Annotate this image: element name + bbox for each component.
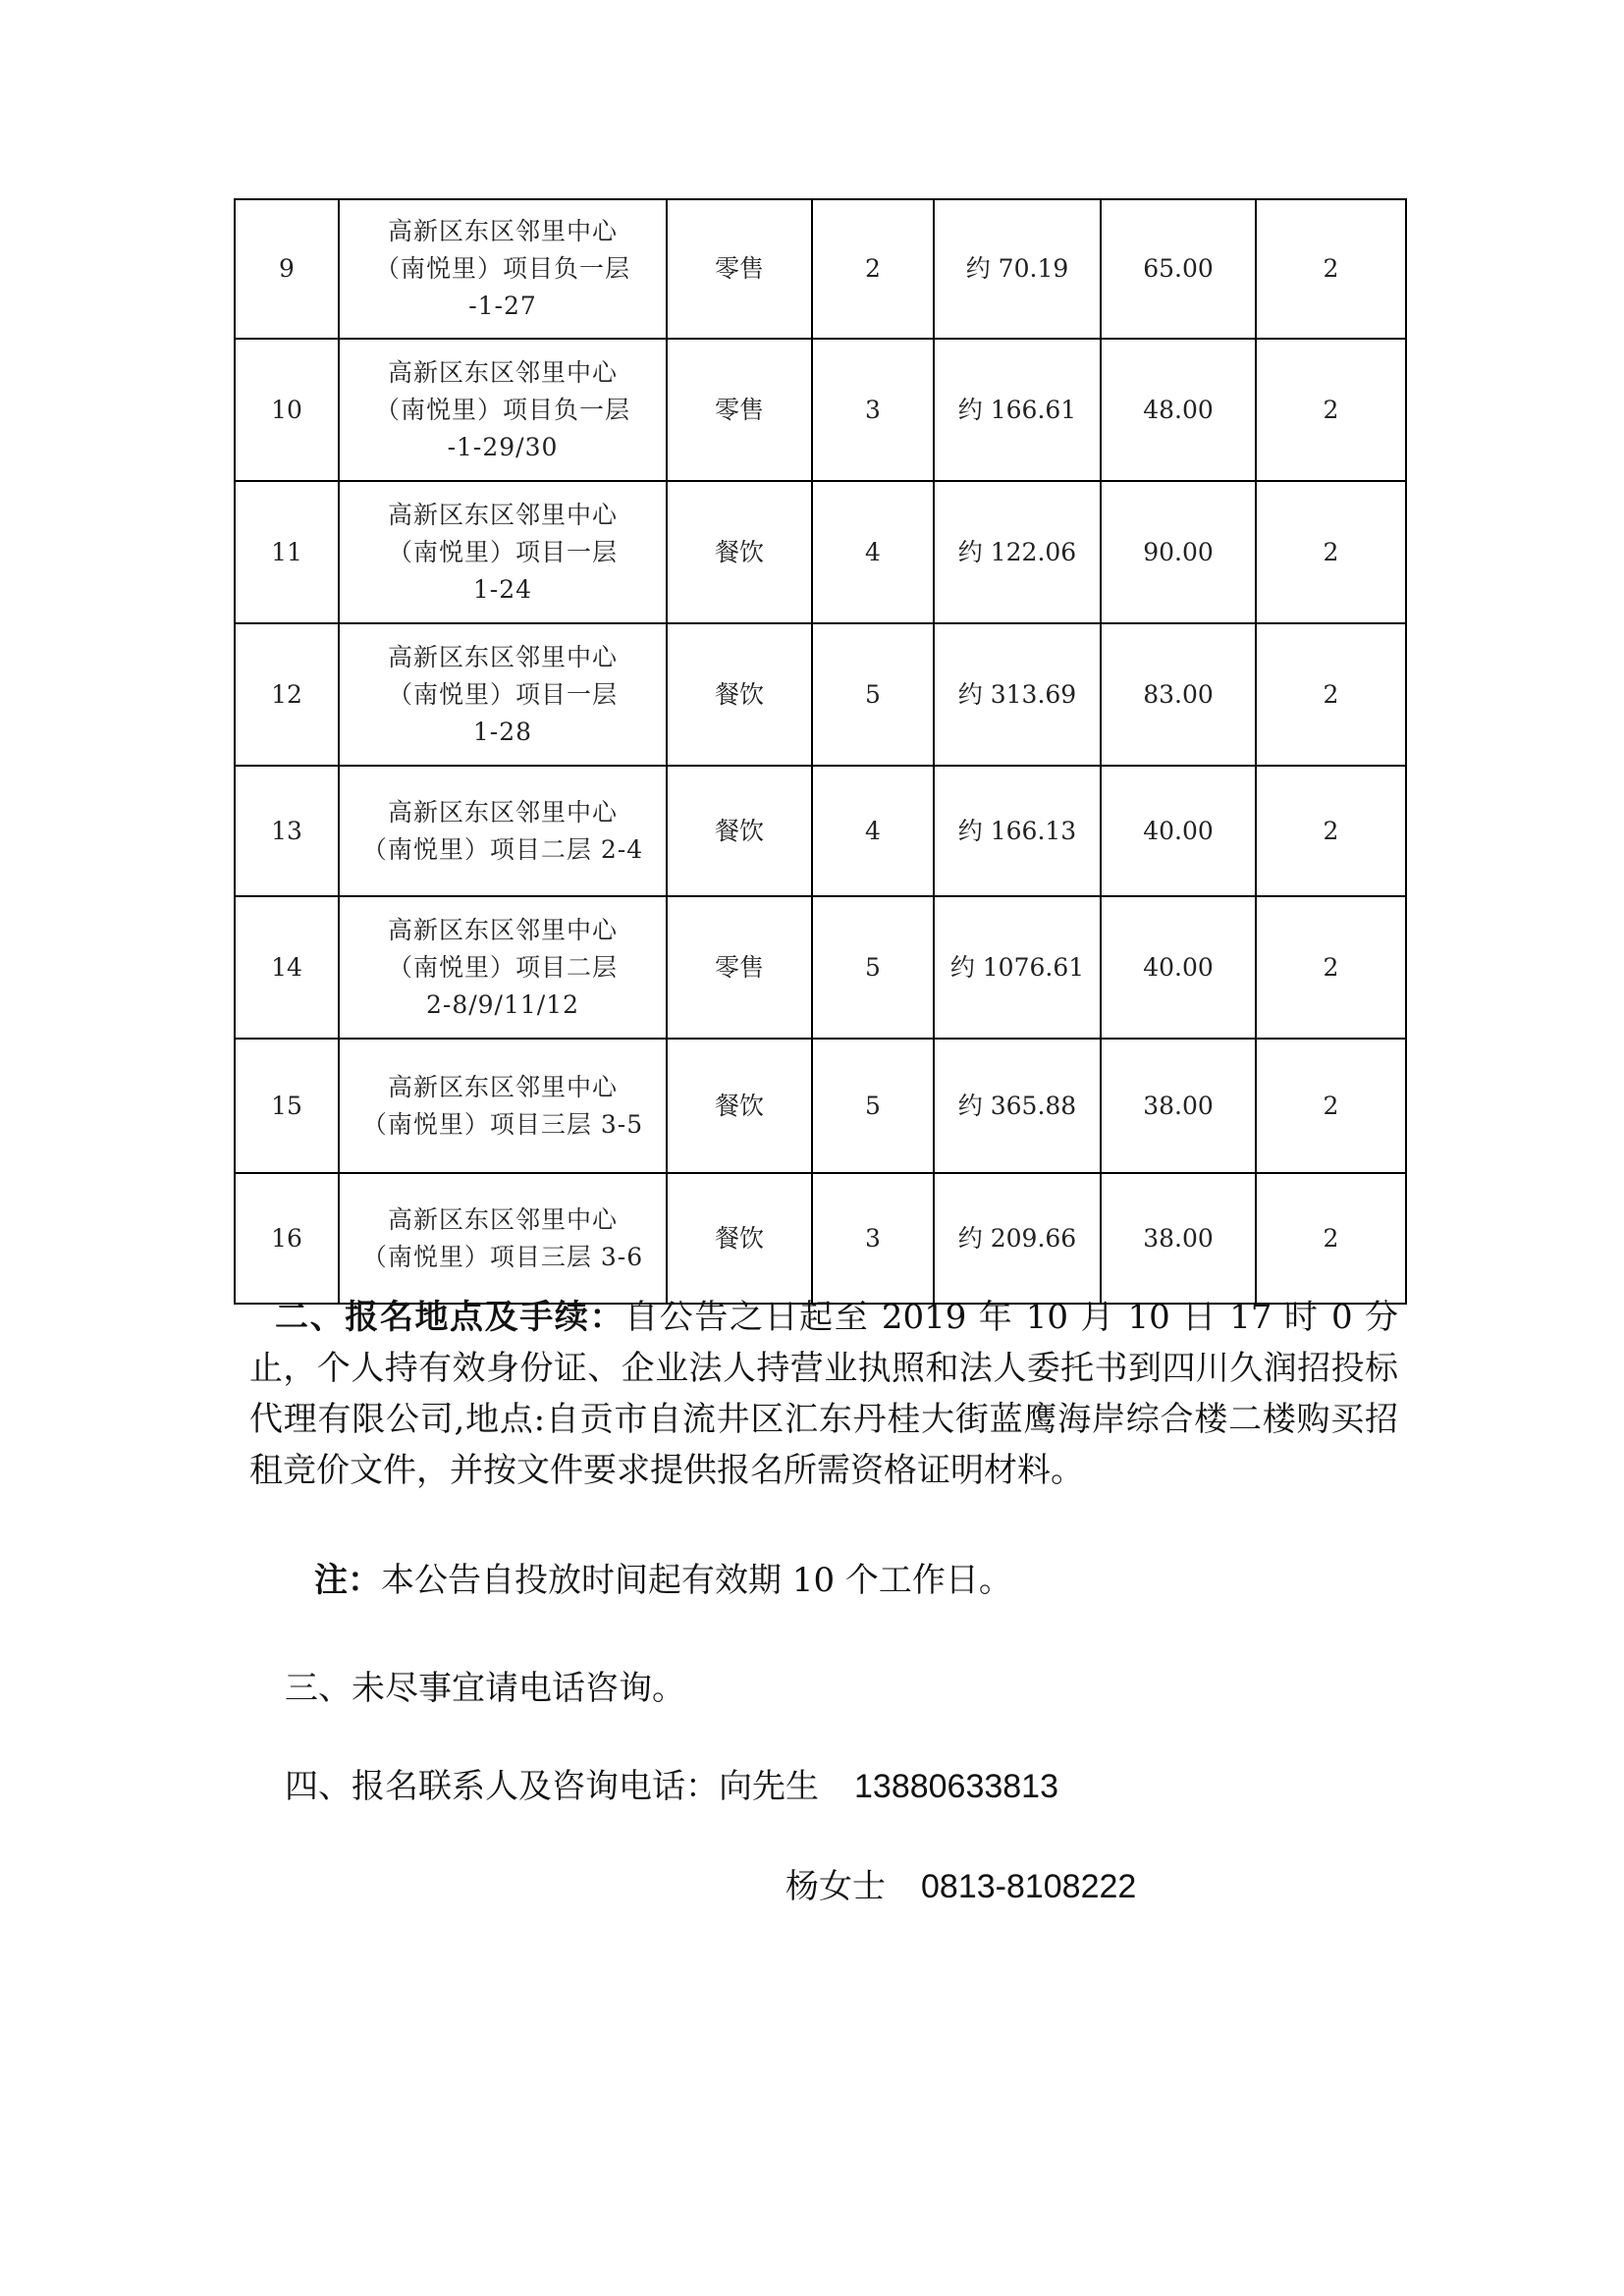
location-line: （南悦里）项目二层: [387, 952, 618, 982]
row-area: 约 365.88: [934, 1039, 1101, 1173]
row-location: [339, 623, 667, 766]
table-body: [235, 199, 1406, 1304]
contact-name-2: 杨女士: [785, 1867, 886, 1906]
row-area: 约 70.19: [934, 199, 1101, 339]
row-number: 14: [235, 896, 339, 1039]
row-usage-type: 零售: [667, 199, 812, 339]
row-column-7: 2: [1256, 199, 1406, 339]
table-row: [235, 623, 1406, 766]
row-location: [339, 896, 667, 1039]
row-price: 90.00: [1101, 481, 1256, 623]
row-location: [339, 339, 667, 481]
row-area: 约 166.13: [934, 766, 1101, 896]
row-number: 12: [235, 623, 339, 766]
row-column-7: 2: [1256, 623, 1406, 766]
row-column-3: 3: [812, 1173, 934, 1304]
row-column-3: 3: [812, 339, 934, 481]
location-line: （南悦里）项目负一层: [374, 254, 630, 283]
contact-line-1: [285, 1761, 1365, 1812]
inquiry-section: 三、未尽事宜请电话咨询。: [285, 1669, 685, 1708]
table-row: [235, 1173, 1406, 1304]
location-line: 1-28: [472, 717, 533, 746]
row-location: [339, 199, 667, 339]
note-label: 注：: [314, 1561, 381, 1600]
table-row: [235, 1039, 1406, 1173]
location-line: （南悦里）项目一层: [387, 537, 618, 566]
table-row: [235, 896, 1406, 1039]
row-location: [339, 766, 667, 896]
location-line: （南悦里）项目二层 2-4: [361, 834, 644, 864]
row-usage-type: 餐饮: [667, 481, 812, 623]
row-location: [339, 1039, 667, 1173]
contact-label: 四、报名联系人及咨询电话：向先生: [285, 1767, 819, 1806]
row-usage-type: 餐饮: [667, 623, 812, 766]
row-usage-type: 餐饮: [667, 1173, 812, 1304]
row-price: 40.00: [1101, 896, 1256, 1039]
location-line: 1-24: [472, 574, 533, 604]
row-number: 9: [235, 199, 339, 339]
table-row: [235, 766, 1406, 896]
location-line: 高新区东区邻里中心: [387, 642, 618, 671]
contact-line-2: [785, 1861, 1375, 1912]
row-number: 16: [235, 1173, 339, 1304]
location-line: 高新区东区邻里中心: [387, 217, 618, 245]
contact-phone-2: 0813-8108222: [921, 1868, 1137, 1905]
row-price: 48.00: [1101, 339, 1256, 481]
location-line: 2-8/9/11/12: [425, 989, 580, 1019]
row-column-3: 4: [812, 481, 934, 623]
table-row: [235, 199, 1406, 339]
row-number: 13: [235, 766, 339, 896]
location-line: 高新区东区邻里中心: [387, 357, 618, 387]
row-column-3: 5: [812, 623, 934, 766]
row-usage-type: 零售: [667, 339, 812, 481]
row-area: 约 166.61: [934, 339, 1101, 481]
row-price: 65.00: [1101, 199, 1256, 339]
row-column-3: 5: [812, 896, 934, 1039]
row-price: 38.00: [1101, 1173, 1256, 1304]
row-area: 约 313.69: [934, 623, 1101, 766]
table-row: [235, 339, 1406, 481]
row-area: 约 1076.61: [934, 896, 1101, 1039]
row-area: 约 209.66: [934, 1173, 1101, 1304]
row-column-7: 2: [1256, 339, 1406, 481]
row-column-7: 2: [1256, 766, 1406, 896]
row-column-7: 2: [1256, 481, 1406, 623]
location-line: 高新区东区邻里中心: [387, 915, 618, 944]
location-line: -1-29/30: [447, 432, 559, 461]
row-price: 40.00: [1101, 766, 1256, 896]
location-line: （南悦里）项目三层 3-6: [361, 1242, 644, 1271]
registration-text: 自公告之日起至 2019 年 10 月 10 日 17 时 0 分止，个人持有效身份证、企业法人持营业执照和法人委托书到四川久润招投标代理有限公司,地点:自贡市自流井区汇东丹桂大街蓝鹰海岸综合楼二楼购买招租竞价文件，并按文件要求提供报名所需资格证明材料。: [249, 1298, 1399, 1490]
listing-table: [234, 198, 1407, 1305]
row-number: 15: [235, 1039, 339, 1173]
location-line: 高新区东区邻里中心: [387, 1072, 618, 1101]
row-usage-type: 餐饮: [667, 766, 812, 896]
validity-note: [314, 1555, 1394, 1606]
location-line: （南悦里）项目负一层: [374, 395, 630, 424]
location-line: （南悦里）项目三层 3-5: [361, 1109, 644, 1139]
contact-phone-1: 13880633813: [854, 1768, 1059, 1805]
note-text: 本公告自投放时间起有效期 10 个工作日。: [381, 1561, 1012, 1600]
row-column-3: 5: [812, 1039, 934, 1173]
row-location: [339, 481, 667, 623]
row-location: [339, 1173, 667, 1304]
row-number: 10: [235, 339, 339, 481]
row-usage-type: 零售: [667, 896, 812, 1039]
row-column-7: 2: [1256, 896, 1406, 1039]
registration-paragraph: [249, 1292, 1398, 1496]
registration-label: 二、报名地点及手续：: [275, 1298, 625, 1337]
location-line: 高新区东区邻里中心: [387, 1204, 618, 1234]
location-line: 高新区东区邻里中心: [387, 797, 618, 827]
location-line: 高新区东区邻里中心: [387, 500, 618, 529]
row-column-3: 2: [812, 199, 934, 339]
row-column-3: 4: [812, 766, 934, 896]
location-line: （南悦里）项目一层: [387, 679, 618, 709]
row-usage-type: 餐饮: [667, 1039, 812, 1173]
row-number: 11: [235, 481, 339, 623]
row-column-7: 2: [1256, 1039, 1406, 1173]
row-price: 38.00: [1101, 1039, 1256, 1173]
table-row: [235, 481, 1406, 623]
row-area: 约 122.06: [934, 481, 1101, 623]
location-line: -1-27: [468, 292, 537, 320]
row-column-7: 2: [1256, 1173, 1406, 1304]
row-price: 83.00: [1101, 623, 1256, 766]
